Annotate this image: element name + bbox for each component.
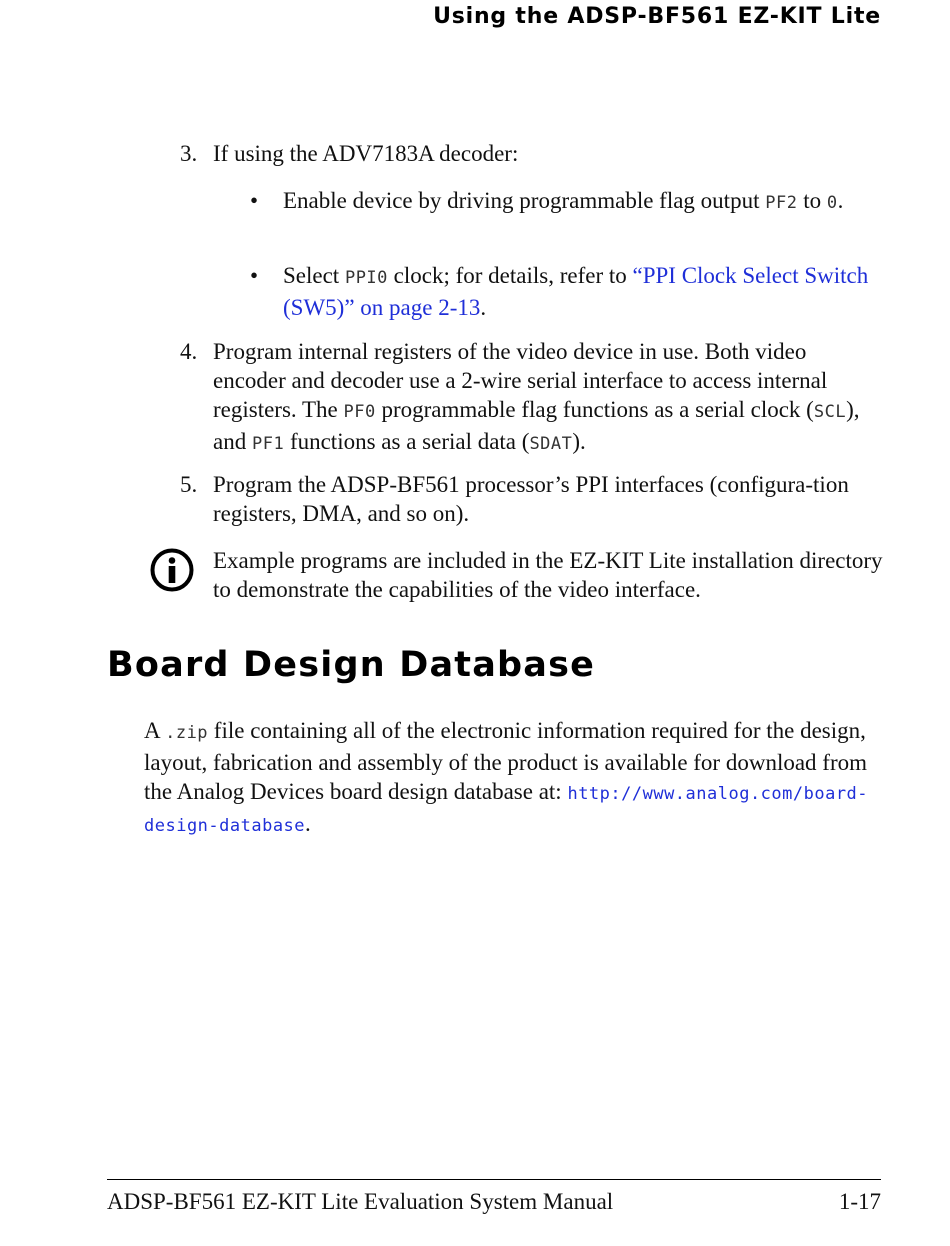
footer-page-number: 1-17 <box>838 1189 881 1214</box>
bullet-icon: • <box>250 263 259 288</box>
bullet-icon: • <box>250 188 259 213</box>
running-header: Using the ADSP-BF561 EZ-KIT Lite <box>433 4 881 29</box>
code-zero: 0 <box>826 193 838 213</box>
step-number: 3. <box>180 141 198 166</box>
bullet-text: Select PPI0 clock; for details, refer to “PPI Clock Select Switch (SW5)” on page 2-13. <box>283 263 869 320</box>
code-pf0: PF0 <box>343 402 376 422</box>
board-design-database-link[interactable]: http://www.analog.com/board-design-database <box>144 784 869 836</box>
code-pf2: PF2 <box>765 193 798 213</box>
code-sdat: SDAT <box>529 434 573 454</box>
code-zip: .zip <box>165 723 209 743</box>
step-text: Program internal registers of the video device in use. Both video encoder and decoder use a 2-wire serial interface to access internal registers. The PF0 programmable flag functions as a serial clock (SCL), and PF1 functions as a serial data (SDAT). <box>213 339 860 454</box>
bullet-text: Enable device by driving programmable flag output PF2 to 0. <box>283 188 844 213</box>
step-text: If using the ADV7183A decoder: <box>213 141 519 166</box>
code-pf1: PF1 <box>251 434 285 454</box>
code-scl: SCL <box>813 402 847 422</box>
section-paragraph: A .zip file containing all of the electronic information required for the design, layout, fabrication and assembly of the product is available for download from the Analog Devices board design database at: http://www.analog.com/board-design-database. <box>144 718 869 836</box>
ppi-clock-select-link[interactable]: “PPI Clock Select Switch (SW5)” on page 2-13 <box>283 263 869 320</box>
step-text: Program the ADSP-BF561 processor’s PPI interfaces (configura-tion registers, DMA, and so on). <box>213 472 849 526</box>
info-icon <box>150 548 194 592</box>
note-text: Example programs are included in the EZ-KIT Lite installation directory to demonstrate the capabilities of the video interface. <box>213 548 883 602</box>
section-heading: Board Design Database <box>107 645 596 685</box>
footer-manual-title: ADSP-BF561 EZ-KIT Lite Evaluation System Manual <box>107 1189 614 1214</box>
code-ppi0: PPI0 <box>344 268 388 288</box>
step-number: 4. <box>180 339 198 364</box>
step-number: 5. <box>180 472 198 497</box>
footer-divider <box>107 1179 881 1180</box>
